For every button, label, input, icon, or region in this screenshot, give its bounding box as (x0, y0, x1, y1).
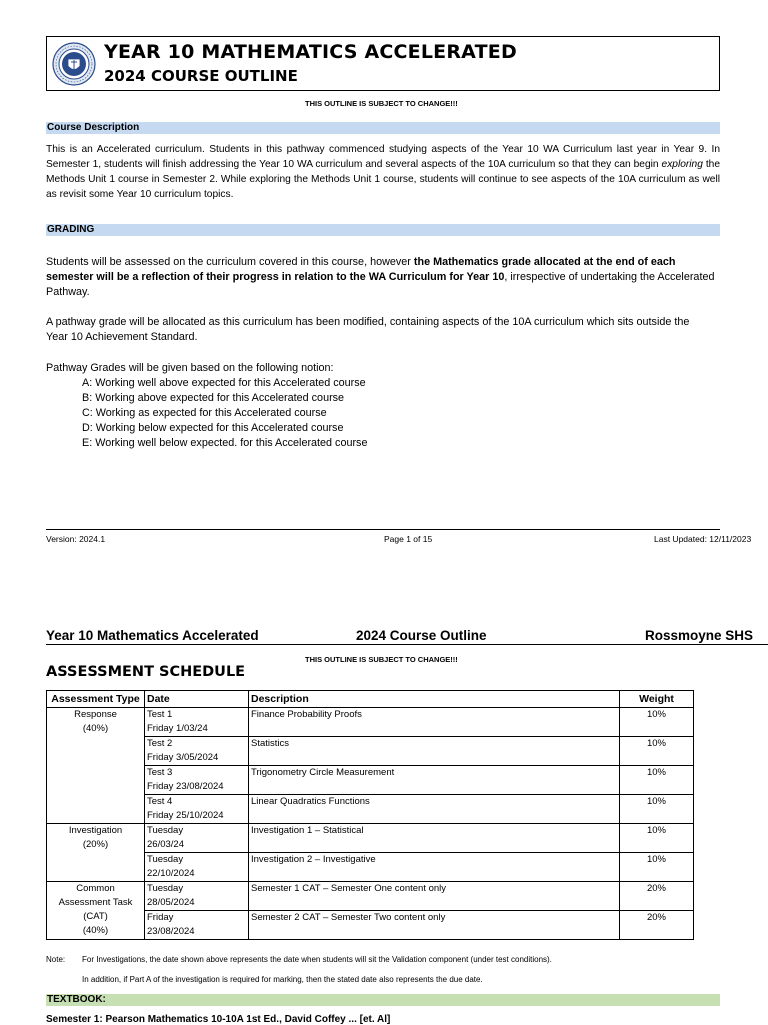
date-cell: Test 1 Friday 1/03/24 (145, 708, 249, 737)
assessment-type-cell: Common Assessment Task (CAT) (40%) (47, 882, 145, 940)
footer-version: Version: 2024.1 (46, 534, 106, 544)
table-row (47, 853, 694, 882)
description-cell: Investigation 2 – Investigative (249, 853, 620, 882)
footer-page-number: Page 1 of 15 (384, 534, 433, 544)
school-crest-icon (52, 42, 96, 86)
weight-cell: 10% (620, 853, 694, 882)
document-subtitle: 2024 COURSE OUTLINE (104, 67, 298, 85)
col-header-description: Description (249, 691, 620, 708)
course-desc-emphasis: exploring (661, 159, 703, 170)
description-cell: Semester 2 CAT – Semester Two content only (249, 911, 620, 940)
course-desc-part1: This is an Accelerated curriculum. Students in this pathway commenced studying aspects of the Year 10 WA Curriculum last year in Year 9. In Semester 1, students will finish addressing the Year 10 WA curriculum and several aspects of the 10A curriculum so that they can begin (46, 144, 720, 170)
course-description-text (46, 142, 720, 202)
title-box (46, 36, 720, 91)
page2-header-school: Rossmoyne SHS (645, 628, 754, 643)
weight-cell: 20% (620, 882, 694, 911)
grading-paragraph-1 (46, 255, 722, 300)
weight-cell: 10% (620, 737, 694, 766)
assessment-schedule-title: ASSESSMENT SCHEDULE (46, 664, 246, 680)
col-header-type: Assessment Type (47, 691, 145, 708)
grading-heading: GRADING (47, 224, 95, 235)
table-body (47, 708, 694, 940)
description-cell: Trigonometry Circle Measurement (249, 766, 620, 795)
grade-item-a: A: Working well above expected for this Accelerated course (82, 377, 366, 389)
table-row (47, 795, 694, 824)
textbook-heading: TEXTBOOK: (47, 994, 106, 1005)
description-cell: Semester 1 CAT – Semester One content only (249, 882, 620, 911)
col-header-date: Date (145, 691, 249, 708)
course-desc-part2: the Methods Unit 1 course in Semester 2. While exploring the Methods Unit 1 course, students will continue to see aspects of the 10A curriculum as well as revisit some Year 10 curriculum topics. (46, 159, 721, 200)
page2-header-outline: 2024 Course Outline (356, 628, 487, 643)
grading-bar (46, 224, 720, 236)
table-header-row (47, 691, 694, 708)
note-line-2: In addition, if Part A of the investigation is required for marking, then the stated date also represents the due date. (82, 975, 483, 984)
description-cell: Finance Probability Proofs (249, 708, 620, 737)
date-cell: Tuesday 28/05/2024 (145, 882, 249, 911)
table-row (47, 911, 694, 940)
course-description-bar (46, 122, 720, 134)
weight-cell: 10% (620, 708, 694, 737)
table-row (47, 882, 694, 911)
grading-paragraph-3: Pathway Grades will be given based on the following notion: (46, 362, 334, 374)
date-cell: Test 3 Friday 23/08/2024 (145, 766, 249, 795)
semester1-textbook: Semester 1: Pearson Mathematics 10-10A 1st Ed., David Coffey ... [et. Al] (46, 1014, 391, 1025)
grading-p1-end: , irrespective of undertaking the Accelerated Pathway. (46, 271, 715, 298)
weight-cell: 10% (620, 795, 694, 824)
grading-p1-bold: the Mathematics grade allocated at the end of each semester will be a reflection of their progress in relation to the WA Curriculum for Year 10 (46, 256, 676, 283)
page2-subject-to-change: THIS OUTLINE IS SUBJECT TO CHANGE!!! (305, 655, 458, 664)
page2-header-course: Year 10 Mathematics Accelerated (46, 628, 259, 643)
description-cell: Linear Quadratics Functions (249, 795, 620, 824)
subject-to-change-notice: THIS OUTLINE IS SUBJECT TO CHANGE!!! (305, 99, 458, 108)
table-row (47, 824, 694, 853)
date-cell: Friday 23/08/2024 (145, 911, 249, 940)
assessment-schedule-table (46, 690, 694, 940)
date-cell: Tuesday 26/03/24 (145, 824, 249, 853)
assessment-type-cell: Investigation (20%) (47, 824, 145, 882)
course-description-heading: Course Description (47, 122, 140, 133)
grade-item-b: B: Working above expected for this Accelerated course (82, 392, 345, 404)
table-row (47, 766, 694, 795)
date-cell: Test 4 Friday 25/10/2024 (145, 795, 249, 824)
document-title: YEAR 10 MATHEMATICS ACCELERATED (104, 41, 517, 63)
grade-item-c: C: Working as expected for this Accelerated course (82, 407, 327, 419)
date-cell: Test 2 Friday 3/05/2024 (145, 737, 249, 766)
footer-last-updated: Last Updated: 12/11/2023 (654, 534, 752, 544)
grading-p1-start: Students will be assessed on the curriculum covered in this course, however (46, 256, 414, 268)
page2-header-divider (46, 644, 768, 645)
note-label: Note: (46, 955, 66, 964)
grade-item-d: D: Working below expected for this Accelerated course (82, 422, 344, 434)
table-row (47, 708, 694, 737)
weight-cell: 10% (620, 824, 694, 853)
grading-paragraph-2: A pathway grade will be allocated as this curriculum has been modified, containing aspects of the 10A curriculum which sits outside the Year 10 Achievement Standard. (46, 316, 690, 343)
footer-divider (46, 529, 720, 530)
assessment-type-cell: Response (40%) (47, 708, 145, 824)
table-row (47, 737, 694, 766)
description-cell: Statistics (249, 737, 620, 766)
description-cell: Investigation 1 – Statistical (249, 824, 620, 853)
col-header-weight: Weight (620, 691, 694, 708)
weight-cell: 20% (620, 911, 694, 940)
grade-item-e: E: Working well below expected. for this Accelerated course (82, 437, 368, 449)
date-cell: Tuesday 22/10/2024 (145, 853, 249, 882)
note-line-1: For Investigations, the date shown above represents the date when students will sit the Validation component (under test conditions). (82, 955, 552, 964)
weight-cell: 10% (620, 766, 694, 795)
textbook-bar (46, 994, 720, 1006)
